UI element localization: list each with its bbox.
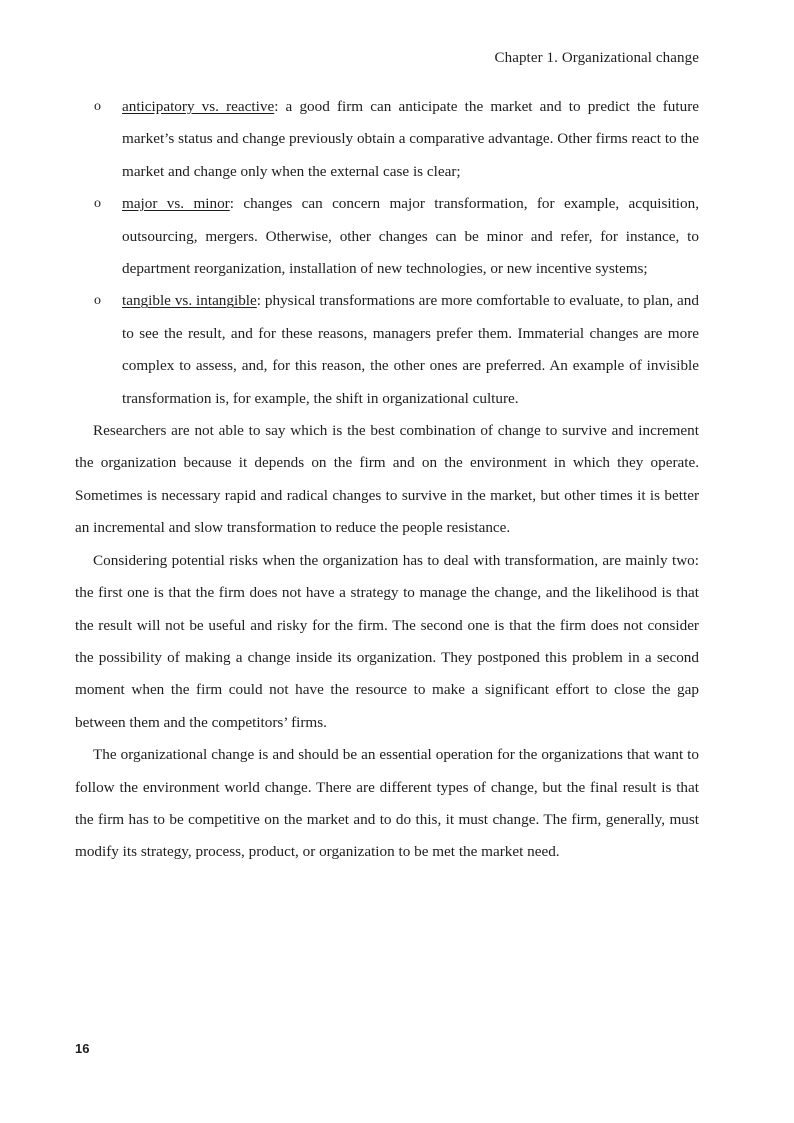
paragraph-risks: Considering potential risks when the organization has to deal with transformation, are mainly two: the first one is that the firm does not have a strategy to manage the change, and the likelihood is that the result will not be useful and risky for the firm. The second one is that the firm does not consider the possibility of making a change inside its organization. They postponed this problem in a second moment when the firm could not have the resource to make a significant effort to close the gap between them and the competitors’ firms. <box>75 551 699 731</box>
bullet-text: : physical transformations are more comfortable to evaluate, to plan, and to see the result, and for these reasons, managers prefer them. Immaterial changes are more complex to assess, and, for this reason, the other ones are preferred. An example of invisible transformation is, for example, the shift in organizational culture. <box>122 292 699 407</box>
bullet-marker: o <box>94 99 101 114</box>
bullet-term: major vs. minor <box>122 195 230 213</box>
paragraph-conclusion: The organizational change is and should be an essential operation for the organizations that want to follow the environment world change. There are different types of change, but the final result is that the firm has to be competitive on the market and to do this, it must change. The firm, generally, must modify its strategy, process, product, or organization to be met the market need. <box>75 746 699 861</box>
running-header: Chapter 1. Organizational change <box>494 50 699 66</box>
paragraph-researchers: Researchers are not able to say which is the best combination of change to survive and increment the organization because it depends on the firm and on the environment in which they operate. Sometimes is necessary rapid and radical changes to survive in the market, but other times it is better an incremental and slow transformation to reduce the people resistance. <box>75 422 699 537</box>
bullet-text: : changes can concern major transformation, for example, acquisition, outsourcing, mergers. Otherwise, other changes can be minor and refer, for instance, to department reorganization, installation of new technologies, or new incentive systems; <box>122 195 699 278</box>
bullet-marker: o <box>94 293 101 309</box>
bullet-item-anticipatory-reactive <box>75 91 699 188</box>
page-number: 16 <box>75 1041 90 1056</box>
bullet-term: anticipatory vs. reactive <box>122 98 275 115</box>
bullet-item-major-minor <box>75 188 699 285</box>
bullet-item-tangible-intangible <box>75 285 699 415</box>
bullet-list <box>75 91 699 415</box>
bullet-term: tangible vs. intangible <box>122 292 257 310</box>
bullet-text: : a good firm can anticipate the market and to predict the future market’s status and change previously obtain a comparative advantage. Other firms react to the market and change only when the external case is clear; <box>122 98 699 180</box>
bullet-marker: o <box>94 196 101 212</box>
body-text <box>75 91 699 869</box>
